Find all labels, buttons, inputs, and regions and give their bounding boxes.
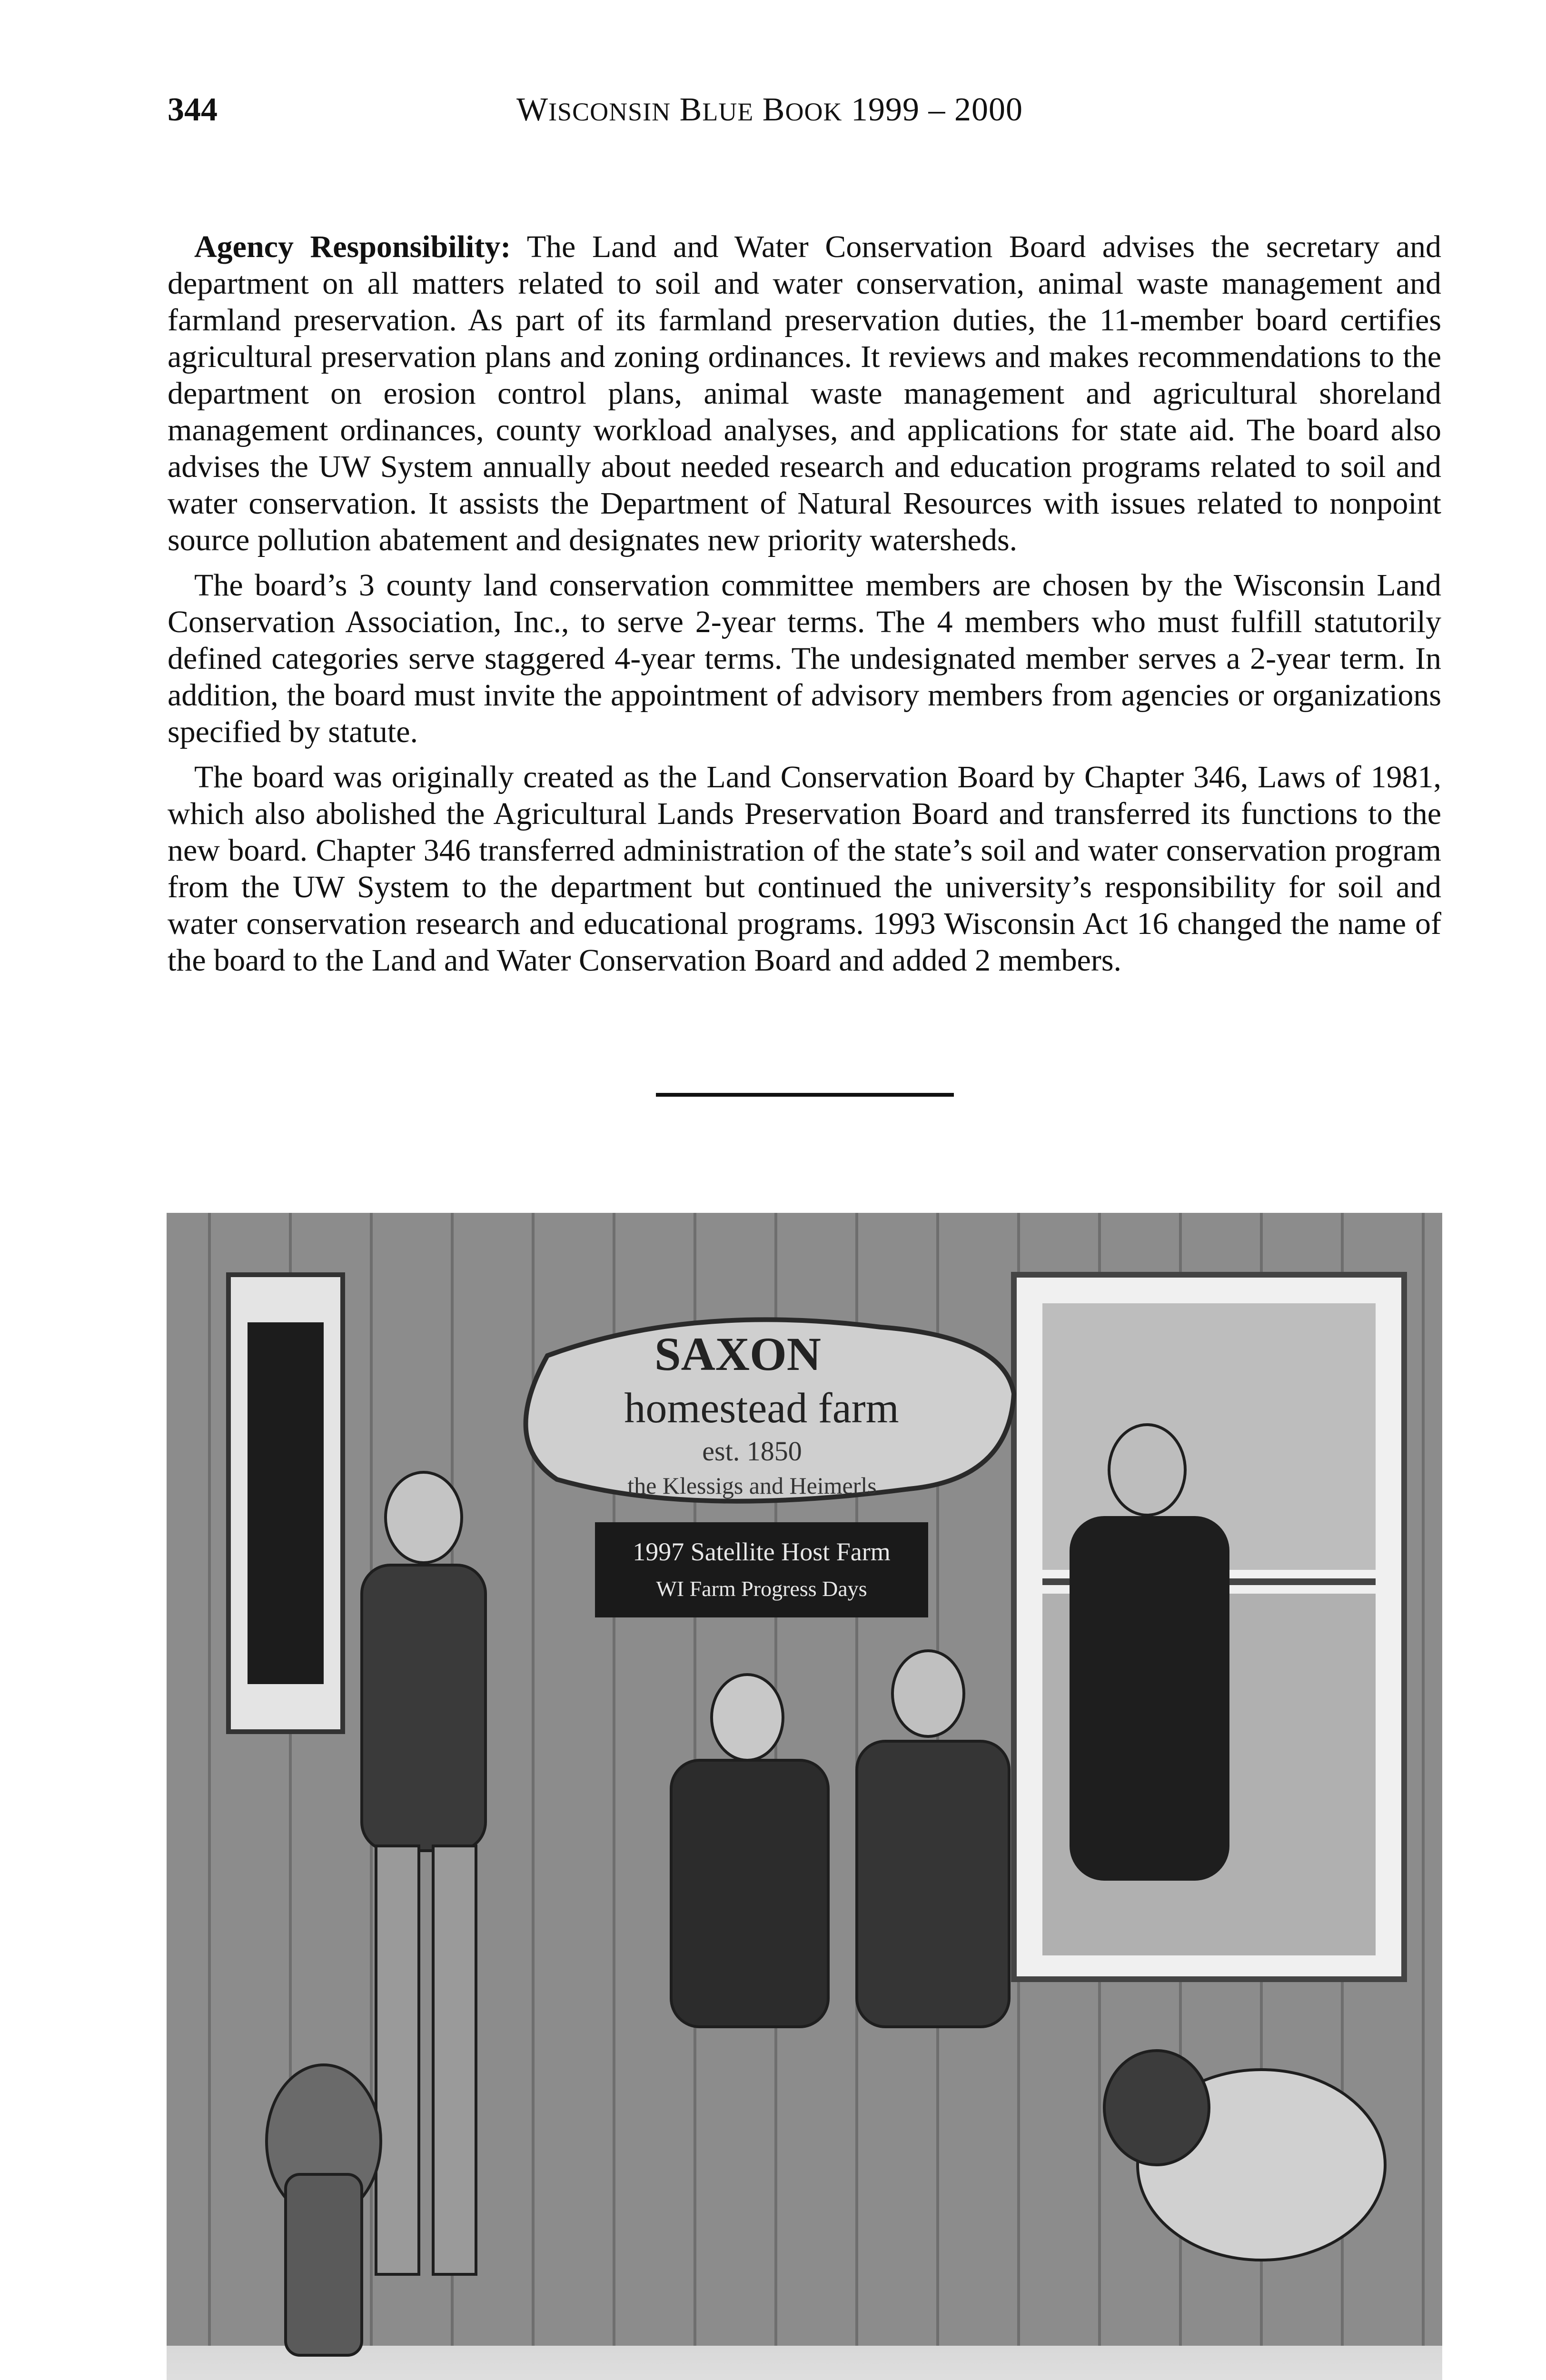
sign-line-2: homestead farm — [624, 1385, 899, 1432]
running-head — [516, 93, 1023, 127]
sign-line-1: SAXON — [654, 1328, 822, 1380]
page-number: 344 — [168, 91, 218, 128]
agency-responsibility-label: Agency Responsibility: — [194, 229, 511, 264]
section-divider — [656, 1093, 954, 1097]
farm-photo — [167, 1213, 1442, 2380]
sign-line-3: est. 1850 — [702, 1436, 802, 1467]
running-head-b: B — [679, 91, 703, 128]
running-head-lue: LUE — [702, 98, 754, 126]
running-head-ook: OOK — [785, 98, 842, 126]
running-head-isconsin: ISCONSIN — [548, 98, 671, 126]
paragraph-1-text: The Land and Water Conservation Board advises the secretary and department on all matters related to soil and water conservation, animal waste management and farmland preservation. As part of its farmland preservation duties, the 11-member board certifies agricultural preservation plans and zoning ordinances. It reviews and makes recommendations to the department on erosion control plans, animal waste management and agricultural shoreland management ordinances, county workload analyses, and applications for state aid. The board also advises the UW System annually about needed research and education programs related to soil and water conservation. It assists the Department of Natural Resources with issues related to nonpoint source pollution abatement and designates new priority watersheds. — [168, 229, 1441, 557]
running-head-years: 1999 – 2000 — [851, 91, 1023, 128]
running-head-w: W — [516, 91, 549, 128]
paragraph-agency-responsibility — [168, 228, 1441, 558]
plaque-line-1: 1997 Satellite Host Farm — [633, 1537, 891, 1566]
sign-line-4: the Klessigs and Heimerls — [627, 1472, 877, 1499]
paragraph-2: The board’s 3 county land conservation committee members are chosen by the Wisconsin Land Conservation Association, Inc., to serve 2-year terms. The 4 members who must fulfill statutorily defined categories serve staggered 4-year terms. The undesignated member serves a 2-year term. In addition, the board must invite the appointment of advisory members from agencies or organizations specified by statute. — [168, 568, 1441, 749]
body-text — [168, 228, 1441, 987]
plaque-line-2: WI Farm Progress Days — [656, 1577, 867, 1601]
paragraph-3: The board was originally created as the Land Conservation Board by Chapter 346, Laws of 1981, which also abolished the Agricultural Lands Preservation Board and transferred its functions to the new board. Chapter 346 transferred administration of the state’s soil and water conservation program from the UW System to the department but continued the university’s responsibility for soil and water conservation research and educational programs. 1993 Wisconsin Act 16 changed the name of the board to the Land and Water Conservation Board and added 2 members. — [168, 760, 1441, 978]
running-head-b2: B — [762, 91, 785, 128]
